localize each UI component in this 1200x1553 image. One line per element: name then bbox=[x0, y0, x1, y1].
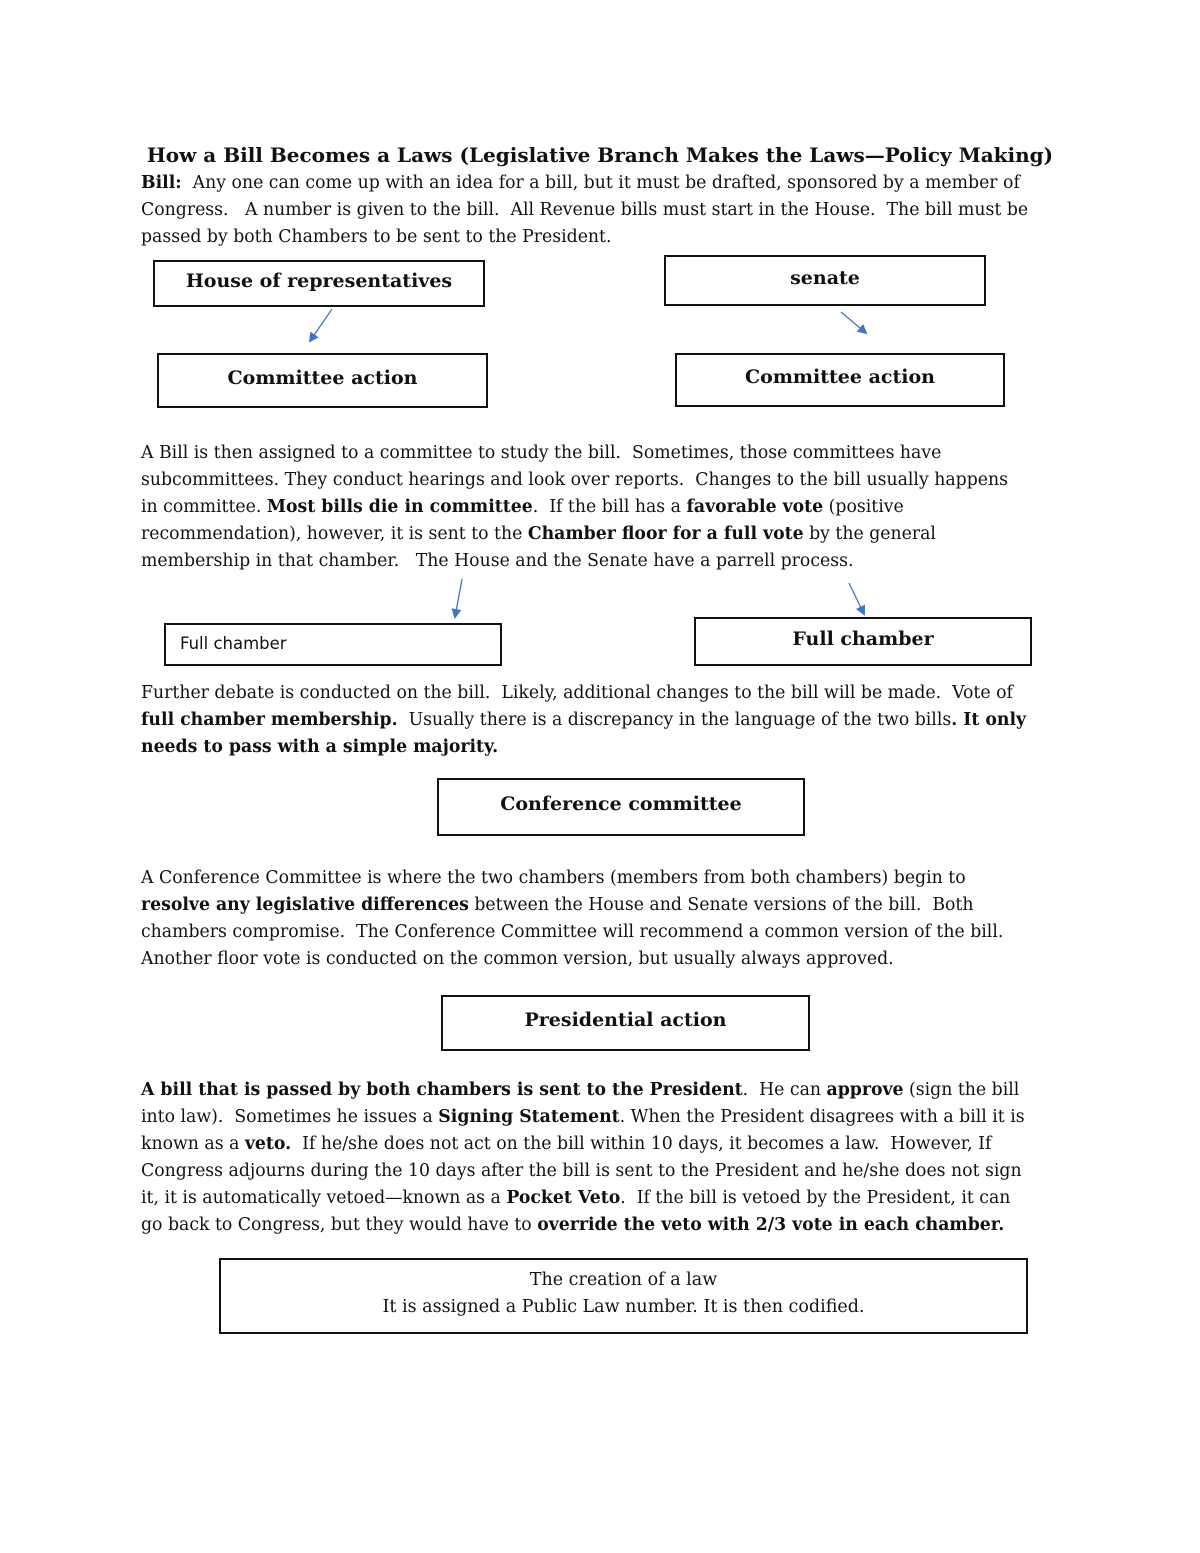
paragraph-line bbox=[141, 224, 1066, 251]
bold-text: favorable vote bbox=[686, 497, 824, 518]
paragraph-line bbox=[141, 467, 1066, 494]
text-run: recommendation), however, it is sent to the bbox=[141, 524, 528, 545]
text-run: between the House and Senate versions of the bill. Both bbox=[468, 895, 974, 916]
paragraph-line bbox=[141, 440, 1066, 467]
arrow-house-to-committee bbox=[310, 309, 332, 341]
text-run: Congress. A number is given to the bill. All Revenue bills must start in the House. The bill must be bbox=[141, 200, 1029, 221]
paragraph-line bbox=[141, 1104, 1066, 1131]
committee-paragraph bbox=[141, 440, 1066, 575]
paragraph-line bbox=[141, 197, 1066, 224]
paragraph-line bbox=[141, 734, 1066, 761]
bold-text: . It only bbox=[951, 710, 1027, 731]
text-run: . If the bill has a bbox=[532, 497, 687, 518]
paragraph-line bbox=[141, 1185, 1066, 1212]
paragraph-line bbox=[141, 946, 1066, 973]
text-run: go back to Congress, but they would have to bbox=[141, 1215, 538, 1236]
text-run: If he/she does not act on the bill within 10 days, it becomes a law. However, If bbox=[291, 1134, 992, 1155]
text-run: by the general bbox=[803, 524, 936, 545]
arrow-senate-to-committee bbox=[841, 312, 866, 333]
full-chamber-paragraph bbox=[141, 680, 1066, 761]
paragraph-line bbox=[141, 170, 1066, 197]
senate-box: senate bbox=[664, 255, 986, 306]
paragraph-line bbox=[141, 548, 1066, 575]
bold-text: needs to pass with a simple majority. bbox=[141, 737, 499, 758]
text-run: Congress adjourns during the 10 days after the bill is sent to the President and he/she does not sign bbox=[141, 1161, 1022, 1182]
bold-text: full chamber membership. bbox=[141, 710, 398, 731]
bold-text: veto. bbox=[244, 1134, 292, 1155]
text-run: Another floor vote is conducted on the common version, but usually always approved. bbox=[141, 949, 894, 970]
final-law-line1: The creation of a law bbox=[529, 1270, 718, 1290]
paragraph-line bbox=[141, 919, 1066, 946]
bold-text: Most bills die in committee bbox=[266, 497, 533, 518]
bold-text: Signing Statement bbox=[438, 1107, 620, 1128]
paragraph-line bbox=[141, 494, 1066, 521]
bold-text: approve bbox=[826, 1080, 904, 1100]
text-run: into law). Sometimes he issues a bbox=[141, 1107, 439, 1128]
text-run: A Bill is then assigned to a committee to study the bill. Sometimes, those committees have bbox=[141, 443, 942, 463]
paragraph-line bbox=[141, 707, 1066, 734]
bold-text: Chamber floor for a full vote bbox=[527, 524, 804, 545]
house-box: House of representatives bbox=[153, 260, 485, 307]
full-chamber-left-box: Full chamber bbox=[164, 623, 502, 666]
text-run: Any one can come up with an idea for a bill, but it must be drafted, sponsored by a member of bbox=[181, 173, 1020, 193]
text-run: . When the President disagrees with a bill it is bbox=[619, 1107, 1025, 1128]
committee-action-left-box: Committee action bbox=[157, 353, 488, 408]
conference-paragraph bbox=[141, 865, 1066, 973]
text-run: Usually there is a discrepancy in the language of the two bills bbox=[397, 710, 952, 731]
text-run: . He can bbox=[742, 1080, 827, 1100]
bold-text: Bill: bbox=[141, 173, 182, 193]
paragraph-line bbox=[141, 1131, 1066, 1158]
final-law-box bbox=[219, 1258, 1028, 1334]
intro-paragraph bbox=[141, 170, 1066, 251]
text-run: known as a bbox=[141, 1134, 245, 1155]
paragraph-line bbox=[141, 1158, 1066, 1185]
presidential-paragraph bbox=[141, 1077, 1066, 1240]
paragraph-line bbox=[141, 680, 1066, 707]
paragraph-line bbox=[141, 892, 1066, 919]
text-run: (sign the bill bbox=[903, 1080, 1020, 1100]
text-run: chambers compromise. The Conference Committee will recommend a common version of the bill. bbox=[141, 922, 1004, 943]
bold-text: Pocket Veto bbox=[506, 1188, 621, 1209]
text-run: subcommittees. They conduct hearings and look over reports. Changes to the bill usually happens bbox=[141, 470, 1008, 491]
paragraph-line bbox=[141, 521, 1066, 548]
bold-text: resolve any legislative differences bbox=[141, 895, 469, 916]
conference-committee-box: Conference committee bbox=[437, 778, 805, 836]
text-run: membership in that chamber. The House and the Senate have a parrell process. bbox=[141, 551, 854, 572]
bold-text: override the veto with 2/3 vote in each chamber. bbox=[537, 1215, 1005, 1236]
text-run: it, it is automatically vetoed—known as a bbox=[141, 1188, 507, 1209]
final-law-line2: It is assigned a Public Law number. It is then codified. bbox=[382, 1297, 865, 1317]
paragraph-line bbox=[141, 1077, 1066, 1104]
paragraph-line bbox=[141, 865, 1066, 892]
text-run: . If the bill is vetoed by the President, it can bbox=[620, 1188, 1011, 1209]
text-run: in committee. bbox=[141, 497, 267, 518]
committee-action-right-box: Committee action bbox=[675, 353, 1005, 407]
full-chamber-right-box: Full chamber bbox=[694, 617, 1032, 666]
presidential-action-box: Presidential action bbox=[441, 995, 810, 1051]
arrow-to-full-chamber-right bbox=[849, 583, 864, 614]
bold-text: A bill that is passed by both chambers is sent to the President bbox=[141, 1080, 743, 1100]
text-run: A Conference Committee is where the two chambers (members from both chambers) begin to bbox=[141, 868, 966, 888]
arrow-to-full-chamber-left bbox=[455, 579, 462, 617]
page-title: How a Bill Becomes a Laws (Legislative Branch Makes the Laws—Policy Making) bbox=[146, 143, 1054, 167]
text-run: passed by both Chambers to be sent to the President. bbox=[141, 227, 612, 248]
text-run: (positive bbox=[823, 497, 904, 518]
text-run: Further debate is conducted on the bill. Likely, additional changes to the bill will be made. Vote of bbox=[141, 683, 1013, 703]
paragraph-line bbox=[141, 1212, 1066, 1239]
